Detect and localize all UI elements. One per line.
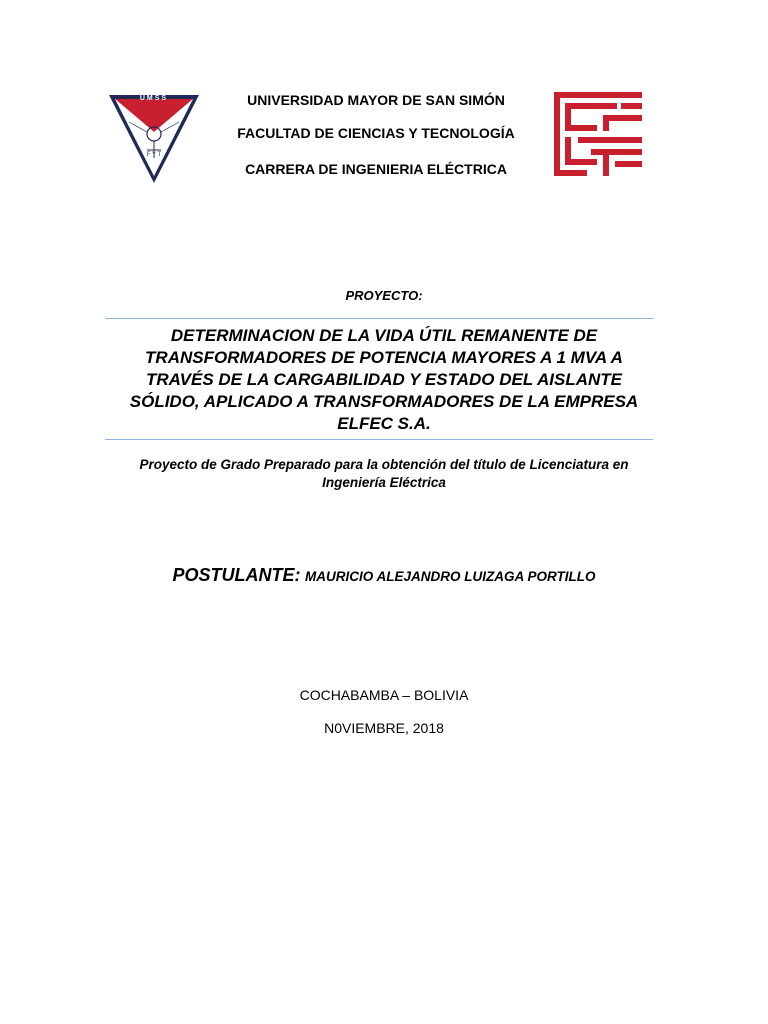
date-text: N0VIEMBRE, 2018 — [324, 720, 444, 736]
faculty-name: FACULTAD DE CIENCIAS Y TECNOLOGÍA — [237, 125, 515, 141]
fcyt-maze-icon — [554, 92, 642, 176]
project-label: PROYECTO: — [345, 288, 423, 303]
candidate-line — [0, 565, 768, 586]
svg-text:F Y T: F Y T — [146, 152, 162, 158]
career-name: CARRERA DE INGENIERIA ELÉCTRICA — [245, 161, 507, 177]
umss-logo — [107, 92, 201, 186]
umss-shield-icon — [107, 92, 201, 186]
university-name: UNIVERSIDAD MAYOR DE SAN SIMÓN — [247, 92, 505, 108]
project-title: DETERMINACION DE LA VIDA ÚTIL REMANENTE DE TRANSFORMADORES DE POTENCIA MAYORES A 1 MVA A TRAVÉS DE LA CARGABILIDAD Y ESTADO DEL AISLANTE SÓLIDO, APLICADO A TRANSFORMADORES DE LA EMPRESA ELFEC S.A. — [129, 326, 639, 433]
candidate-label: POSTULANTE: — [172, 565, 301, 585]
fcyt-logo — [554, 92, 642, 176]
umss-logo-text: UMSS — [139, 95, 169, 102]
project-subtitle: Proyecto de Grado Preparado para la obtención del título de Licenciatura en Ingeniería Eléctrica — [139, 457, 629, 490]
title-top-rule — [105, 318, 653, 319]
title-bottom-rule — [105, 439, 653, 440]
candidate-name: MAURICIO ALEJANDRO LUIZAGA PORTILLO — [304, 569, 596, 584]
place-text: COCHABAMBA – BOLIVIA — [299, 687, 469, 703]
